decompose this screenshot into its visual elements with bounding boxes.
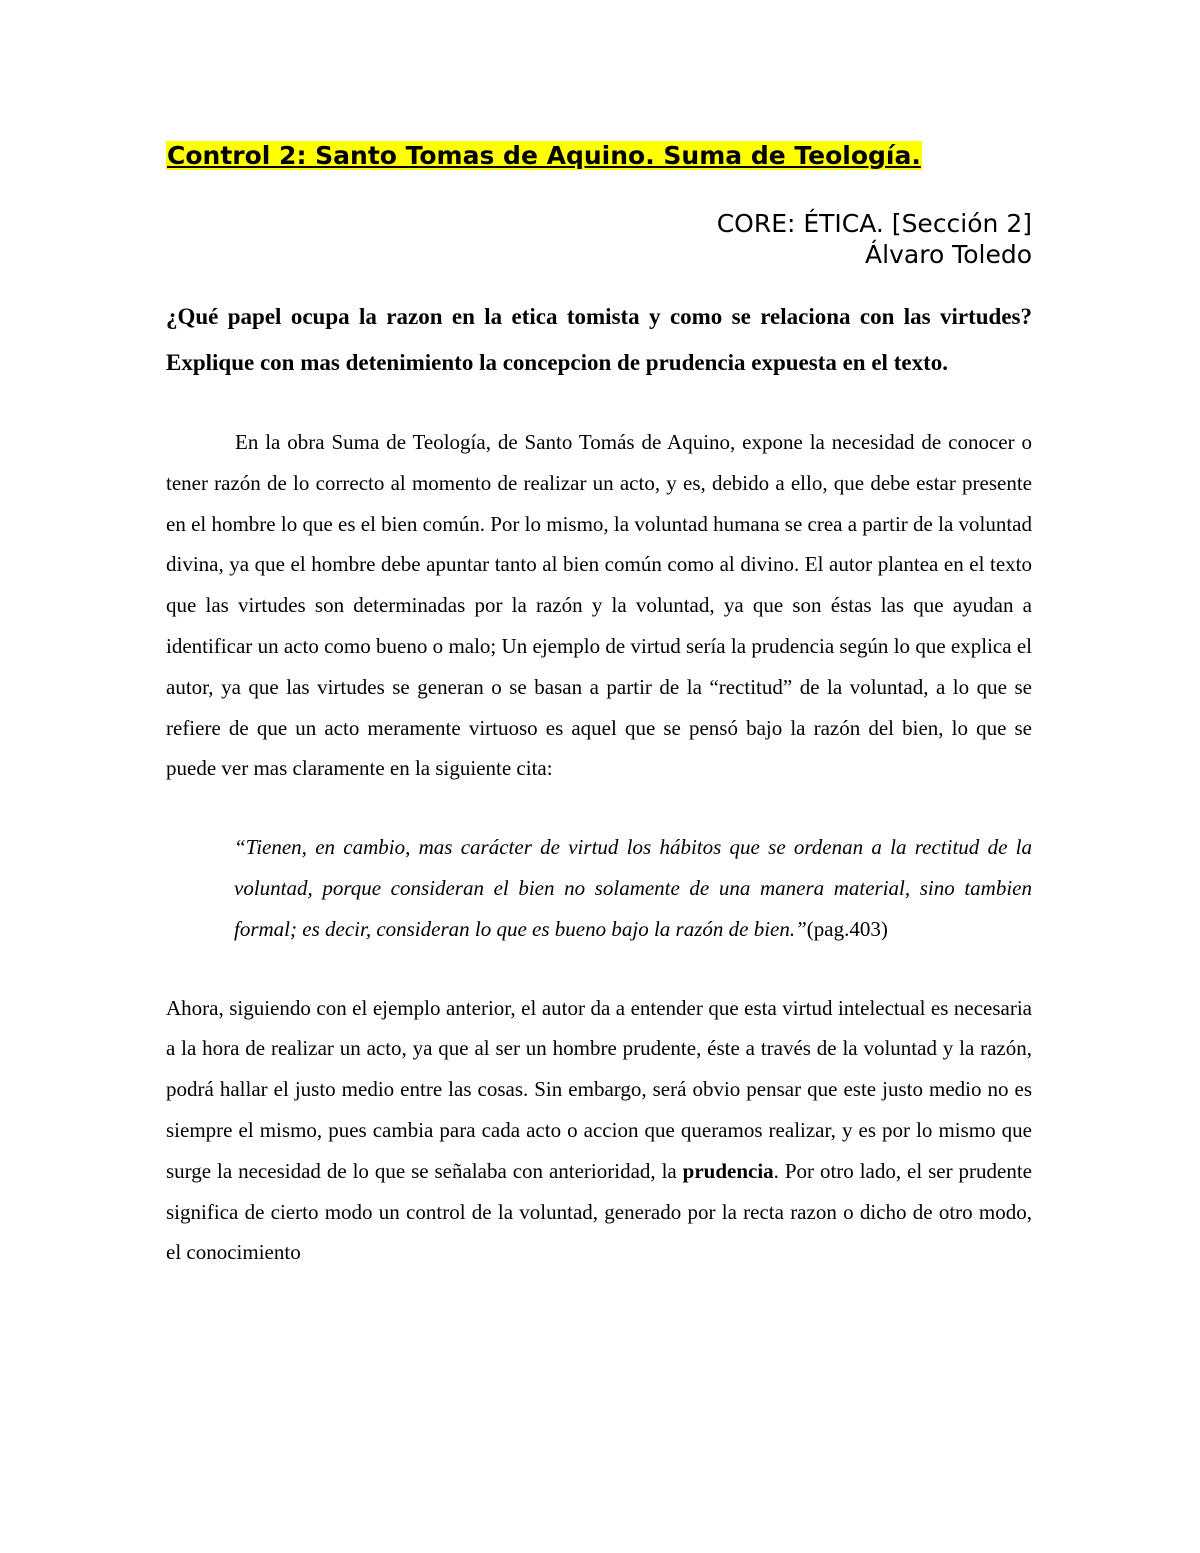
document-title (166, 138, 1032, 174)
paragraph-2-text-end: . Por otro lado, el ser prudente significa de cierto modo un control de la voluntad, generado por la recta razon o dicho de otro modo, el conocimiento (166, 1158, 1032, 1265)
paragraph-2-text-start: Ahora, siguiendo con el ejemplo anterior, el autor da a entender que esta virtud intelectual es necesaria a la hora de realizar un acto, ya que al ser un hombre prudente, éste a través de la voluntad y la razón, podrá hallar el justo medio entre las cosas. Sin embargo, será obvio pensar que este justo medio no es siempre el mismo, pues cambia para cada acto o accion que queramos realizar, y es por lo mismo que surge la necesidad de lo que se señalaba con anterioridad, la (166, 995, 1032, 1183)
block-quote (234, 827, 1032, 949)
paragraph-2-bold-term: prudencia (682, 1158, 774, 1183)
quote-text: “Tienen, en cambio, mas carácter de virtud los hábitos que se ordenan a la rectitud de la voluntad, porque consideran el bien no solamente de una manera material, sino tambien formal; es decir, consideran lo que es bueno bajo la razón de bien.” (234, 835, 1032, 941)
essay-question: ¿Qué papel ocupa la razon en la etica tomista y como se relaciona con las virtudes? Explique con mas detenimiento la concepcion de prudencia expuesta en el texto. (166, 304, 1032, 375)
document-content (166, 138, 1032, 1294)
highlighted-title-text: Control 2: Santo Tomas de Aquino. Suma de Teología. (167, 141, 921, 170)
paragraph-1: En la obra Suma de Teología, de Santo Tomás de Aquino, expone la necesidad de conocer o tener razón de lo correcto al momento de realizar un acto, y es, debido a ello, que debe estar presente en el hombre lo que es el bien común. Por lo mismo, la voluntad humana se crea a partir de la voluntad divina, ya que el hombre debe apuntar tanto al bien común como al divino. El autor plantea en el texto que las virtudes son determinadas por la razón y la voluntad, ya que son éstas las que ayudan a identificar un acto como bueno o malo; Un ejemplo de virtud sería la prudencia según lo que explica el autor, ya que las virtudes se generan o se basan a partir de la “rectitud” de la voluntad, a lo que se refiere de que un acto meramente virtuoso es aquel que se pensó bajo la razón del bien, lo que se puede ver mas claramente en la siguiente cita: (166, 430, 1033, 781)
quote-reference: (pag.403) (806, 916, 888, 941)
paragraph-2 (166, 988, 1032, 1274)
author-name: Álvaro Toledo (865, 240, 1032, 269)
header-block (166, 208, 1032, 270)
course-line: CORE: ÉTICA. [Sección 2] (716, 209, 1032, 238)
